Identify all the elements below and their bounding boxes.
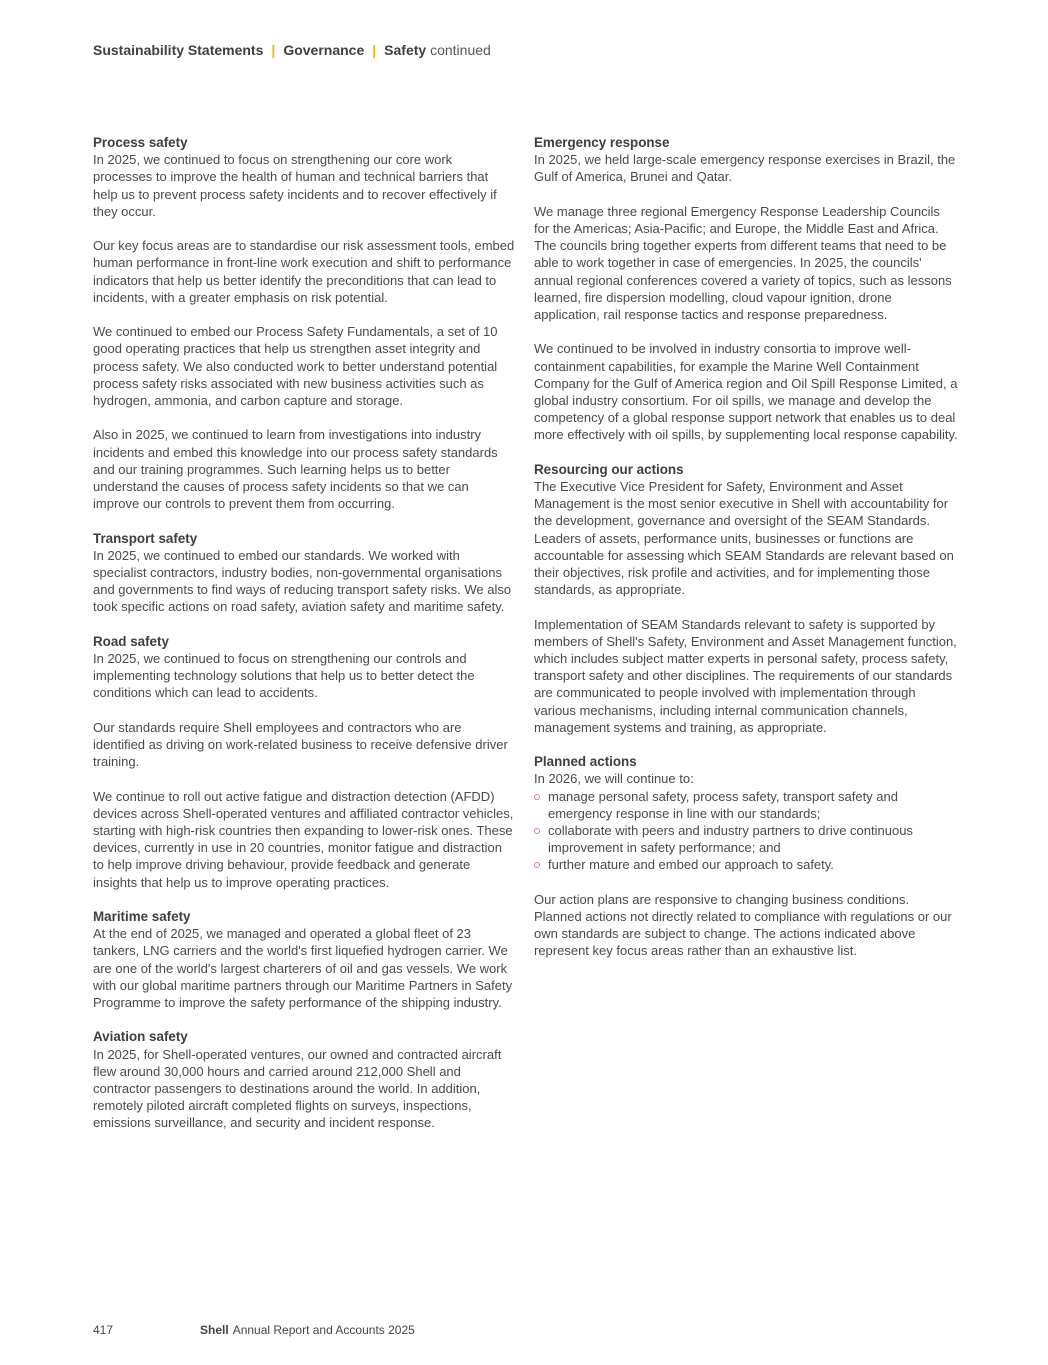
list-item [534, 856, 958, 873]
paragraph: In 2025, we continued to embed our standards. We worked with specialist contractors, industry bodies, non-governmental organisations and governments to find ways of reducing transport safety risks. We also took specific actions on road safety, aviation safety and maritime safety. [93, 547, 512, 615]
section-heading: Emergency response [534, 135, 670, 150]
paragraph: In 2025, we held large-scale emergency response exercises in Brazil, the Gulf of America, Brunei and Qatar. [534, 152, 956, 185]
paragraph: Our standards require Shell employees and contractors who are identified as driving on work-related business to receive defensive driver training. [93, 719, 508, 770]
section-heading: Process safety [93, 135, 188, 150]
footer-title [200, 1323, 415, 1337]
paragraph: Also in 2025, we continued to learn from investigations into industry incidents and embed this knowledge into our process safety standards and our training programmes. Such learning helps us to better understand the causes of process safety incidents so that we can improve our controls to prevent them from occurring. [93, 427, 498, 512]
section-heading: Planned actions [534, 754, 637, 770]
section-heading: Road safety [93, 633, 169, 649]
section-heading: Transport safety [93, 530, 198, 546]
list-item [534, 822, 958, 856]
section-heading: Resourcing our actions [534, 461, 684, 477]
breadcrumb-continued: continued [430, 42, 491, 58]
emergency-response-section [534, 134, 958, 444]
paragraph: In 2025, we continued to focus on strengthening our controls and implementing technology solutions that help us to better detect the conditions which can lead to accidents. [93, 651, 475, 701]
bullet-icon [534, 794, 540, 800]
paragraph: The Executive Vice President for Safety, Environment and Asset Management is the most senior executive in Shell with accountability for the development, governance and oversight of the SEAM Standards. Leaders of assets, performance units, businesses or functions are accountable for assessing which SEAM Standards are relevant based on their objectives, risk profile and activities, and for implementing those standards, as appropriate. [534, 479, 954, 598]
paragraph: We continued to be involved in industry consortia to improve well-containment capabilities, for example the Marine Well Containment Company for the Gulf of America region and Oil Spill Response Limited, a global industry consortium. For oil spills, we manage and develop the competency of a global response support network that enables us to deal more effectively with oil spills, by supplementing local response capability. [534, 341, 958, 443]
paragraph: In 2025, we continued to focus on strengthening our core work processes to improve the health of human and technical barriers that help us to prevent process safety incidents and to recover effectively if they occur. [93, 152, 497, 219]
transport-safety-section [93, 530, 515, 616]
breadcrumb-safety[interactable]: Safety [384, 42, 427, 58]
breadcrumb [93, 42, 491, 58]
section-heading: Aviation safety [93, 1029, 188, 1045]
brand-name: Shell [200, 1323, 229, 1337]
breadcrumb-separator: | [271, 42, 276, 58]
breadcrumb-sustainability[interactable]: Sustainability Statements [93, 42, 264, 58]
page-number: 417 [93, 1323, 114, 1337]
paragraph: In 2025, for Shell-operated ventures, our owned and contracted aircraft flew around 30,000 hours and carried around 212,000 Shell and contractor passengers to destinations around the world. In addition, remotely piloted aircraft completed flights on surveys, inspections, emissions surveillance, and security and incident response. [93, 1046, 502, 1131]
breadcrumb-governance[interactable]: Governance [283, 42, 365, 58]
list-item [534, 788, 958, 822]
maritime-safety-section [93, 908, 515, 1011]
left-column [93, 134, 515, 1149]
paragraph: We continue to roll out active fatigue and distraction detection (AFDD) devices across Shell-operated ventures and affiliated contractor vehicles, starting with high-risk countries then expanding to lower-risk ones. These devices, currently in use in 20 countries, monitor fatigue and distraction to help improve driving behaviour, provide feedback and generate insights that help us to improve operating practices. [93, 788, 514, 890]
breadcrumb-separator: | [372, 42, 377, 58]
paragraph: We continued to embed our Process Safety Fundamentals, a set of 10 good operating practices that help us strengthen asset integrity and process safety. We also conducted work to better understand potential process safety risks associated with new business activities such as hydrogen, ammonia, and carbon capture and storage. [93, 324, 498, 409]
planned-intro: In 2026, we will continue to: [534, 771, 694, 787]
process-safety-section [93, 134, 515, 512]
bullet-icon [534, 828, 540, 834]
paragraph: Our action plans are responsive to changing business conditions. Planned actions not directly related to compliance with regulations or our own standards are subject to change. The actions indicated above represent key focus areas rather than an exhaustive list. [534, 891, 952, 959]
list-item-text: further mature and embed our approach to safety. [548, 857, 834, 873]
bullet-icon [534, 862, 540, 868]
planned-list [534, 788, 958, 874]
planned-actions-section [534, 753, 958, 959]
right-column [534, 134, 958, 977]
list-item-text: manage personal safety, process safety, transport safety and emergency response in line with our standards; [548, 788, 898, 821]
list-item-text: collaborate with peers and industry partners to drive continuous improvement in safety performance; and [548, 823, 913, 856]
aviation-safety-section [93, 1028, 515, 1131]
road-safety-section [93, 633, 515, 891]
section-heading: Maritime safety [93, 909, 191, 925]
report-title: Annual Report and Accounts 2025 [232, 1323, 415, 1337]
paragraph: Our key focus areas are to standardise our risk assessment tools, embed human performance in front-line work execution and shift to performance indicators that help us better identify the preconditions that can lead to incidents, with a greater emphasis on risk potential. [93, 238, 515, 305]
paragraph: Implementation of SEAM Standards relevant to safety is supported by members of Shell's Safety, Environment and Asset Management function, which includes subject matter experts in personal safety, process safety, transport safety and other disciplines. The requirements of our standards are communicated to people involved with implementation through various mechanisms, including internal communication channels, management systems and training, as appropriate. [534, 616, 957, 735]
paragraph: At the end of 2025, we managed and operated a global fleet of 23 tankers, LNG carriers and the world's first liquefied hydrogen carrier. We are one of the world's largest charterers of oil and gas vessels. We work with our global maritime partners through our Maritime Partners in Safety Programme to improve the safety performance of the shipping industry. [93, 926, 513, 1011]
resourcing-section [534, 461, 958, 736]
paragraph: We manage three regional Emergency Response Leadership Councils for the Americas; Asia-Pacific; and Europe, the Middle East and Africa. The councils bring together experts from different teams that need to be able to work together in case of emergencies. In 2025, the councils' annual regional conferences covered a variety of topics, such as lessons learned, fire dispersion modelling, cloud vapour ignition, drone application, rail response tactics and response preparedness. [534, 203, 952, 323]
